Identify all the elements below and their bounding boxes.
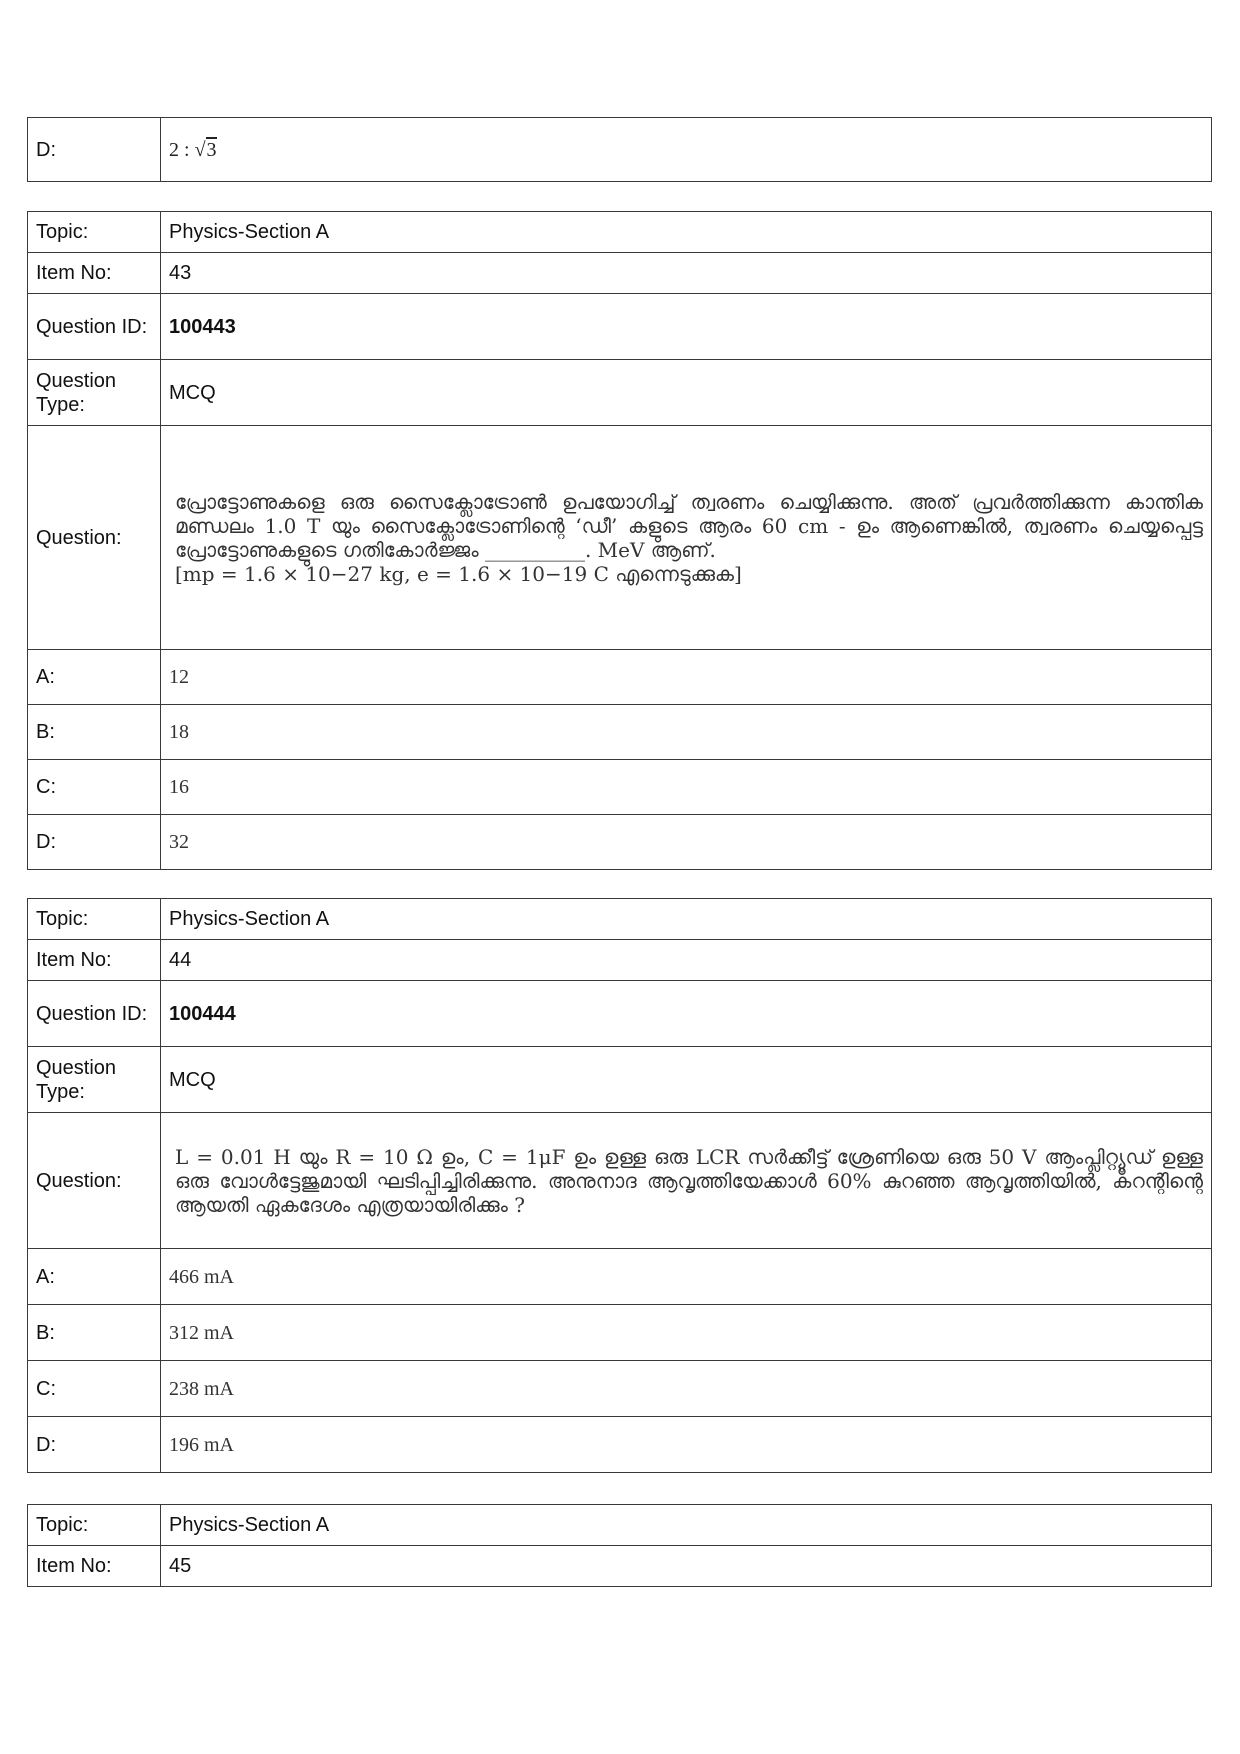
option-value: 32 <box>161 815 1212 870</box>
option-label: D: <box>28 118 161 182</box>
question-row <box>28 1113 1212 1249</box>
question-table-43 <box>27 211 1212 870</box>
topic-row <box>28 1505 1212 1546</box>
option-row-b <box>28 705 1212 760</box>
option-label: B: <box>28 1305 161 1361</box>
item-row <box>28 940 1212 981</box>
option-row-d <box>28 815 1212 870</box>
question-text <box>161 426 1212 650</box>
item-value: 44 <box>161 940 1212 981</box>
question-id-row <box>28 981 1212 1047</box>
question-id-label: Question ID: <box>28 294 161 360</box>
question-type-label: Question Type: <box>28 360 161 426</box>
option-label: C: <box>28 760 161 815</box>
item-label: Item No: <box>28 253 161 294</box>
option-row-c <box>28 760 1212 815</box>
option-row-d <box>28 1417 1212 1473</box>
topic-label: Topic: <box>28 899 161 940</box>
option-value: 16 <box>161 760 1212 815</box>
question-body: പ്രോട്ടോണുകളെ ഒരു സൈക്ലോട്രോൺ ഉപയോഗിച്ച് ത്വരണം ചെയ്യിക്കുന്നു. അത് പ്രവർത്തിക്കുന്ന കാന്തിക മണ്ഡലം 1.0 T യും സൈക്ലോട്രോണിന്റെ ‘ഡീ’ കളുടെ ആരം 60 cm - ഉം ആണെങ്കിൽ, ത്വരണം ചെയ്യപ്പെട്ട പ്രോട്ടോണുകളുടെ ഗതികോർജ്ജം __________. MeV ആണ്. <box>175 489 1203 562</box>
radicand: 3 <box>206 138 217 161</box>
question-text: L = 0.01 H യും R = 10 Ω ഉം, C = 1μF ഉം ഉള്ള ഒരു LCR സർക്കീട്ട് ശ്രേണിയെ ഒരു 50 V ആംപ്ലിറ്റ്യൂഡ് ഉള്ള ഒരു വോൾട്ടേജുമായി ഘടിപ്പിച്ചിരിക്കുന്നു. അനുനാദ ആവൃത്തിയേക്കാൾ 60% കുറഞ്ഞ ആവൃത്തിയിൽ, കറന്റിന്റെ ആയതി ഏകദേശം എത്രയായിരിക്കും ? <box>161 1113 1212 1249</box>
question-id-value: 100443 <box>161 294 1212 360</box>
question-type-row <box>28 1047 1212 1113</box>
question-id-row <box>28 294 1212 360</box>
topic-value: Physics-Section A <box>161 212 1212 253</box>
question-id-label: Question ID: <box>28 981 161 1047</box>
topic-row <box>28 899 1212 940</box>
option-label: D: <box>28 1417 161 1473</box>
topic-value: Physics-Section A <box>161 899 1212 940</box>
question-label: Question: <box>28 426 161 650</box>
item-row <box>28 1546 1212 1587</box>
option-value: 196 mA <box>161 1417 1212 1473</box>
topic-value: Physics-Section A <box>161 1505 1212 1546</box>
option-value: 466 mA <box>161 1249 1212 1305</box>
option-value: 238 mA <box>161 1361 1212 1417</box>
ratio-prefix: 2 : <box>169 138 195 161</box>
option-row-d <box>28 118 1212 182</box>
option-value <box>161 118 1212 182</box>
question-type-row <box>28 360 1212 426</box>
item-label: Item No: <box>28 940 161 981</box>
radical-icon: √ <box>194 138 206 161</box>
question-table-44 <box>27 898 1212 1473</box>
question-table-45 <box>27 1504 1212 1587</box>
question-row <box>28 426 1212 650</box>
item-value: 43 <box>161 253 1212 294</box>
option-value: 12 <box>161 650 1212 705</box>
item-row <box>28 253 1212 294</box>
option-row-a <box>28 650 1212 705</box>
option-label: C: <box>28 1361 161 1417</box>
item-value: 45 <box>161 1546 1212 1587</box>
question-type-value: MCQ <box>161 1047 1212 1113</box>
option-value: 18 <box>161 705 1212 760</box>
option-row-a <box>28 1249 1212 1305</box>
prev-question-option-table <box>27 117 1212 182</box>
question-id-value: 100444 <box>161 981 1212 1047</box>
option-label: B: <box>28 705 161 760</box>
option-row-b <box>28 1305 1212 1361</box>
option-label: A: <box>28 650 161 705</box>
option-label: D: <box>28 815 161 870</box>
item-label: Item No: <box>28 1546 161 1587</box>
option-row-c <box>28 1361 1212 1417</box>
question-constants: [mp = 1.6 × 10−27 kg, e = 1.6 × 10−19 C എന്നെടുക്കുക] <box>175 561 742 586</box>
question-label: Question: <box>28 1113 161 1249</box>
question-type-value: MCQ <box>161 360 1212 426</box>
topic-row <box>28 212 1212 253</box>
topic-label: Topic: <box>28 1505 161 1546</box>
topic-label: Topic: <box>28 212 161 253</box>
option-label: A: <box>28 1249 161 1305</box>
option-value: 312 mA <box>161 1305 1212 1361</box>
question-type-label: Question Type: <box>28 1047 161 1113</box>
